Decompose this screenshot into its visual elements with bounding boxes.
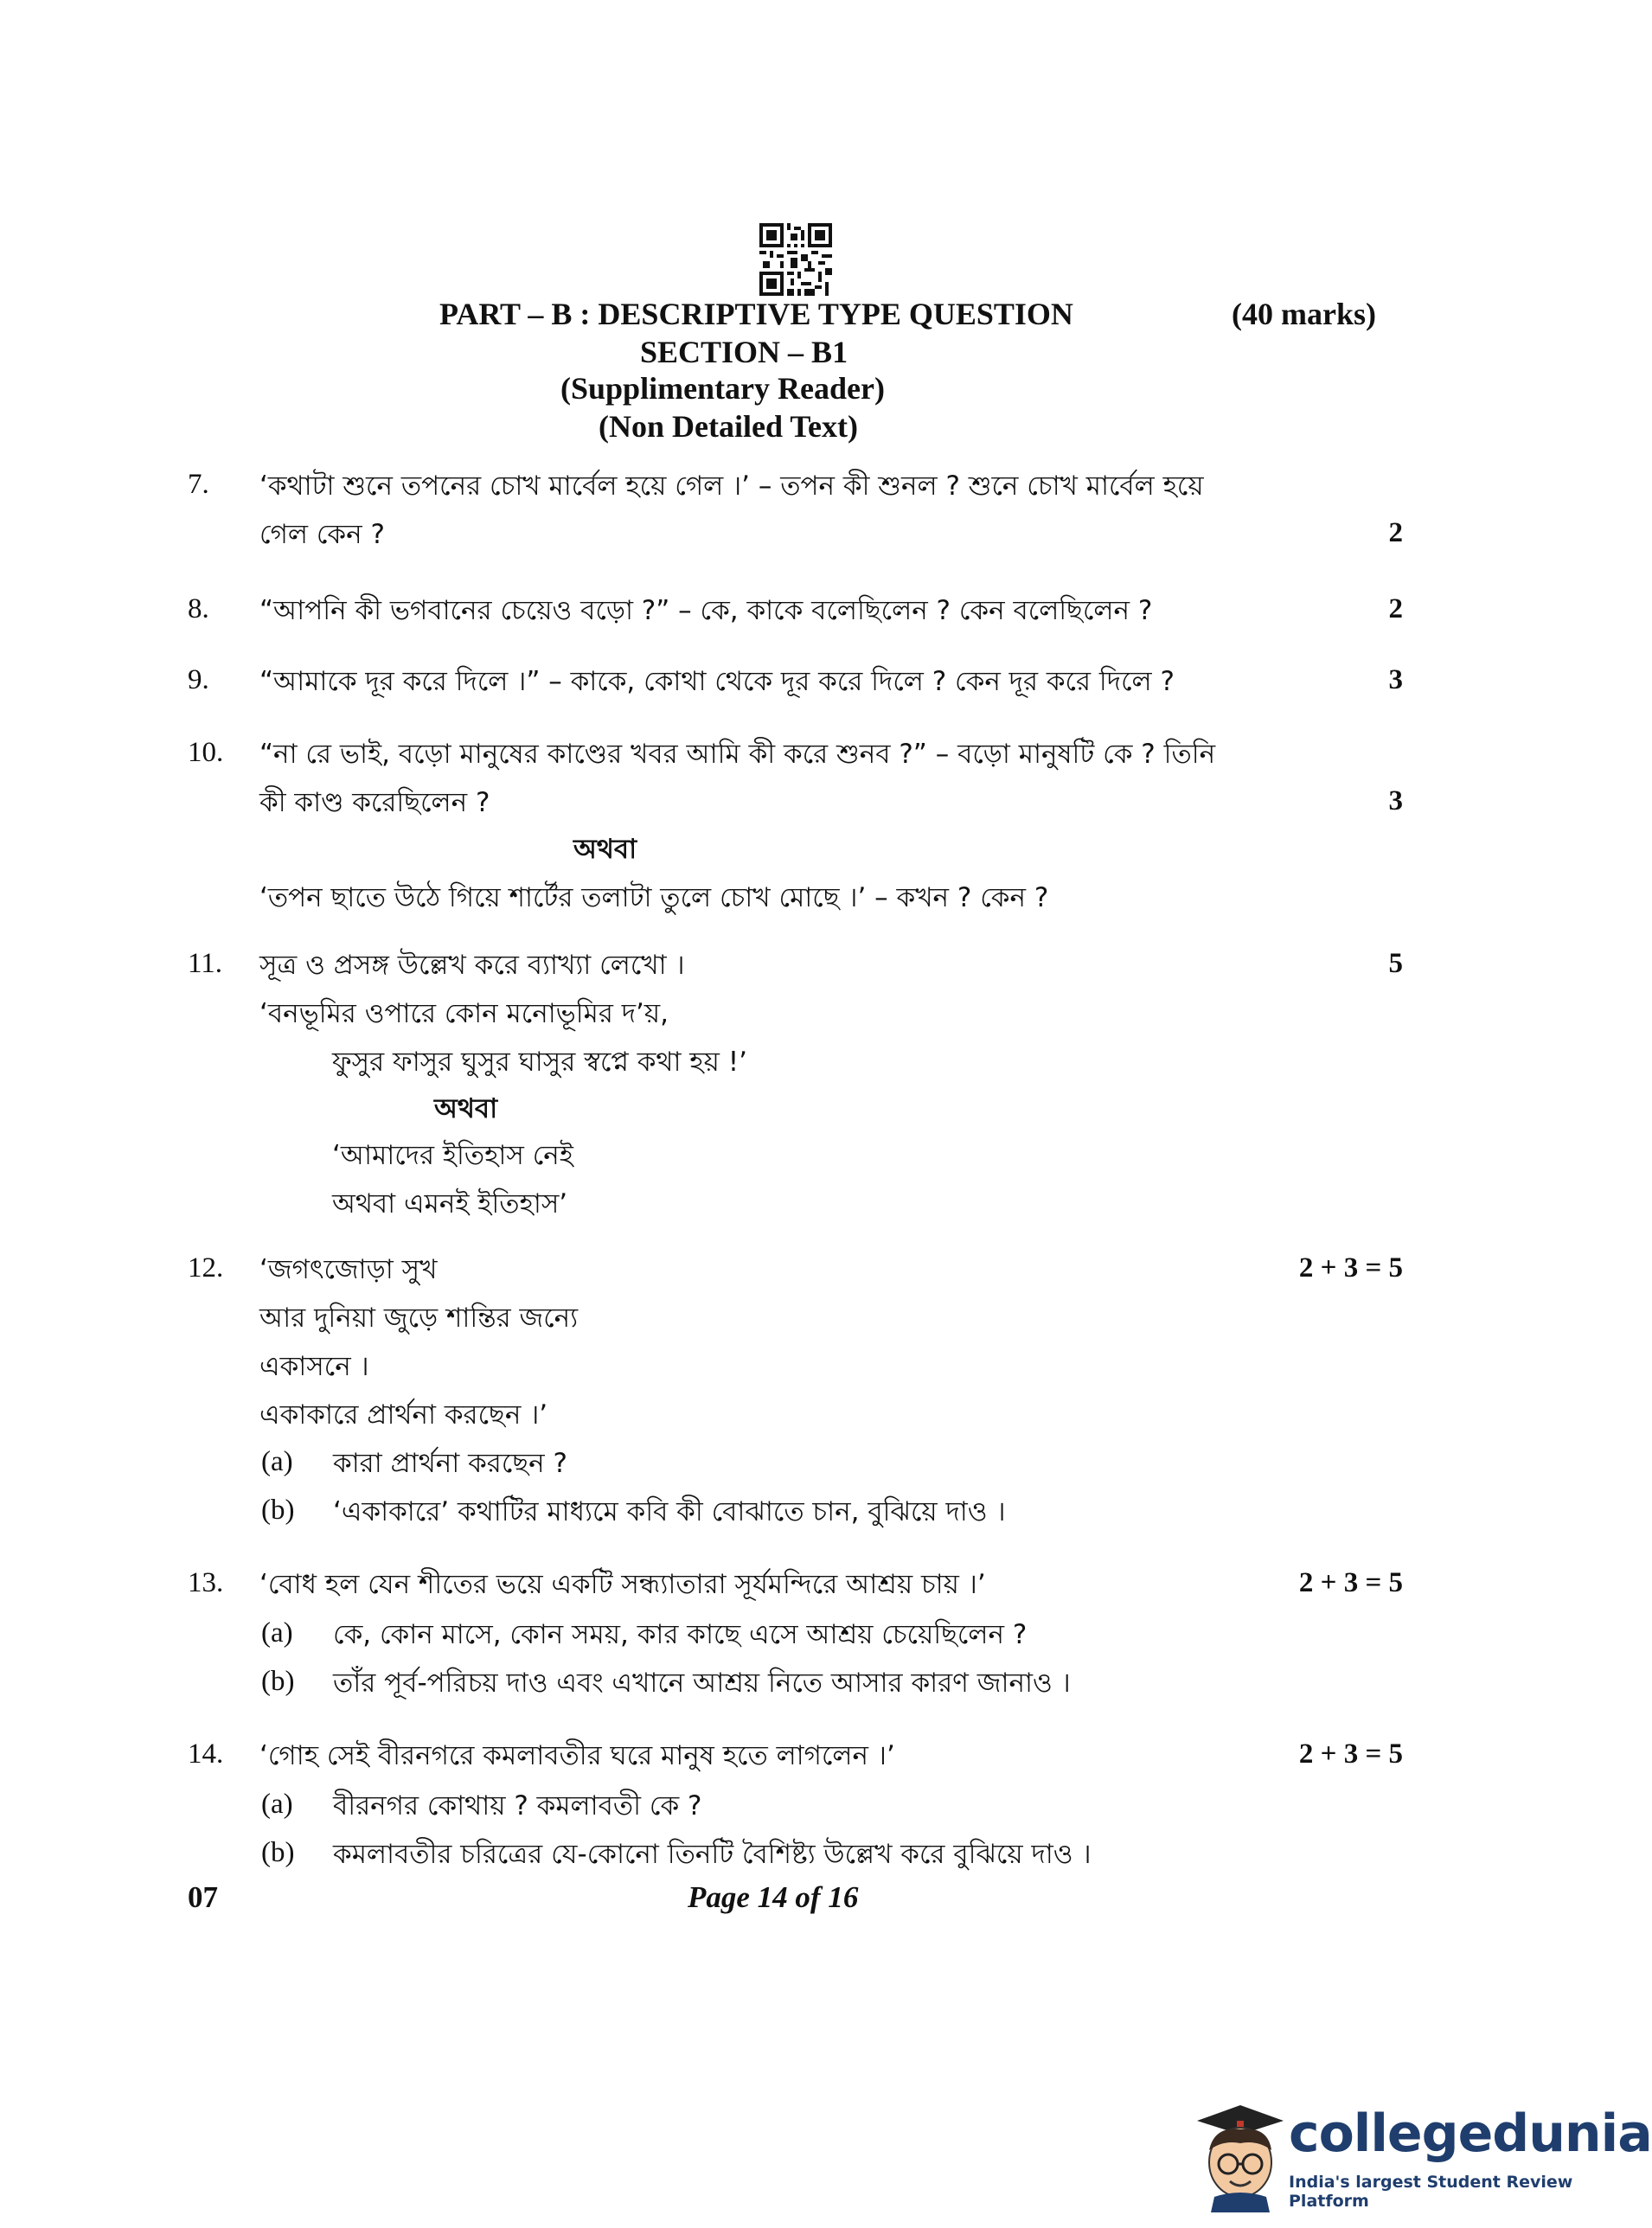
poem-line: অথবা এমনই ইতিহাস’ [332, 1188, 568, 1220]
paper-code: 07 [188, 1880, 218, 1914]
question-marks: 2 + 3 = 5 [1298, 1567, 1403, 1598]
question-marks: 2 [1388, 593, 1403, 624]
question-text: ‘তপন ছাতে উঠে গিয়ে শার্টের তলাটা তুলে চোখ মোছে ।’ – কখন ? কেন ? [259, 882, 1049, 913]
poem-line: ফুসুর ফাসুর ঘুসুর ঘাসুর স্বপ্নে কথা হয় !’ [332, 1047, 747, 1078]
question-number: 13. [188, 1567, 224, 1598]
question-marks: 2 + 3 = 5 [1298, 1252, 1403, 1284]
subquestion-text: তাঁর পূর্ব-পরিচয় দাও এবং এখানে আশ্রয় নিতে আসার কারণ জানাও । [333, 1668, 1071, 1699]
question-number: 7. [188, 469, 209, 500]
or-divider: অথবা [434, 1093, 498, 1124]
poem-line: একাসনে । [259, 1351, 369, 1382]
question-marks: 5 [1388, 948, 1403, 979]
poem-line: ‘জগৎজোড়া সুখ [259, 1254, 438, 1285]
subquestion-label: (a) [261, 1789, 293, 1820]
question-number: 12. [188, 1252, 224, 1284]
poem-line: ‘বনভূমির ওপারে কোন মনোভূমির দ’য়, [259, 998, 669, 1029]
question-text: ‘বোধ হল যেন শীতের ভয়ে একটি সন্ধ্যাতারা সূর্যমন্দিরে আশ্রয় চায় ।’ [259, 1569, 986, 1600]
question-marks: 2 [1388, 517, 1403, 548]
subquestion-label: (a) [261, 1617, 293, 1649]
question-text: সূত্র ও প্রসঙ্গ উল্লেখ করে ব্যাখ্যা লেখো । [259, 950, 685, 981]
subquestion-label: (b) [261, 1495, 295, 1526]
brand-name: collegedunia [1289, 2103, 1652, 2164]
subquestion-label: (a) [261, 1446, 293, 1477]
question-marks: 2 + 3 = 5 [1298, 1738, 1403, 1770]
question-marks: 3 [1388, 785, 1403, 816]
poem-line: একাকারে প্রার্থনা করছেন ।’ [259, 1399, 548, 1431]
qr-code [759, 223, 832, 296]
subquestion-text: কারা প্রার্থনা করছেন ? [333, 1448, 567, 1479]
part-title: PART – B : DESCRIPTIVE TYPE QUESTION [439, 297, 1073, 331]
question-number: 14. [188, 1738, 224, 1770]
subquestion-label: (b) [261, 1837, 295, 1868]
reader-title: (Supplimentary Reader) [560, 371, 885, 406]
question-text: ‘কথাটা শুনে তপনের চোখ মার্বেল হয়ে গেল ।’ – তপন কী শুনল ? শুনে চোখ মার্বেল হয়ে [259, 471, 1204, 502]
question-text: “না রে ভাই, বড়ো মানুষের কাণ্ডের খবর আমি কী করে শুনব ?” – বড়ো মানুষটি কে ? তিনি [259, 739, 1216, 770]
poem-line: ‘আমাদের ইতিহাস নেই [332, 1140, 573, 1171]
poem-line: আর দুনিয়া জুড়ে শান্তির জন্যে [259, 1303, 579, 1334]
subquestion-text: কে, কোন মাসে, কোন সময়, কার কাছে এসে আশ্রয় চেয়েছিলেন ? [333, 1619, 1028, 1650]
subquestion-text: ‘একাকারে’ কথাটির মাধ্যমে কবি কী বোঝাতে চান, বুঝিয়ে দাও । [333, 1496, 1006, 1527]
question-number: 11. [188, 948, 223, 979]
section-title: SECTION – B1 [640, 335, 848, 369]
question-number: 8. [188, 593, 209, 624]
question-number: 9. [188, 664, 209, 695]
question-text: “আমাকে দূর করে দিলে ।” – কাকে, কোথা থেকে দূর করে দিলে ? কেন দূর করে দিলে ? [259, 666, 1175, 697]
question-text: “আপনি কী ভগবানের চেয়েও বড়ো ?” – কে, কাকে বলেছিলেন ? কেন বলেছিলেন ? [259, 595, 1153, 626]
question-text: কী কাণ্ড করেছিলেন ? [259, 787, 490, 818]
subquestion-text: কমলাবতীর চরিত্রের যে-কোনো তিনটি বৈশিষ্ট্য উল্লেখ করে বুঝিয়ে দাও । [333, 1839, 1092, 1870]
question-marks: 3 [1388, 664, 1403, 695]
subquestion-label: (b) [261, 1666, 295, 1697]
page-number: Page 14 of 16 [688, 1880, 859, 1914]
brand-tagline: India's largest Student Review Platform [1289, 2173, 1573, 2211]
question-number: 10. [188, 737, 224, 768]
question-text: ‘গোহ সেই বীরনগরে কমলাবতীর ঘরে মানুষ হতে লাগলেন ।’ [259, 1740, 895, 1771]
total-marks: (40 marks) [1232, 297, 1376, 331]
subquestion-text: বীরনগর কোথায় ? কমলাবতী কে ? [333, 1790, 702, 1821]
text-type-title: (Non Detailed Text) [599, 409, 858, 444]
question-text: গেল কেন ? [259, 519, 385, 550]
or-divider: অথবা [573, 834, 637, 865]
